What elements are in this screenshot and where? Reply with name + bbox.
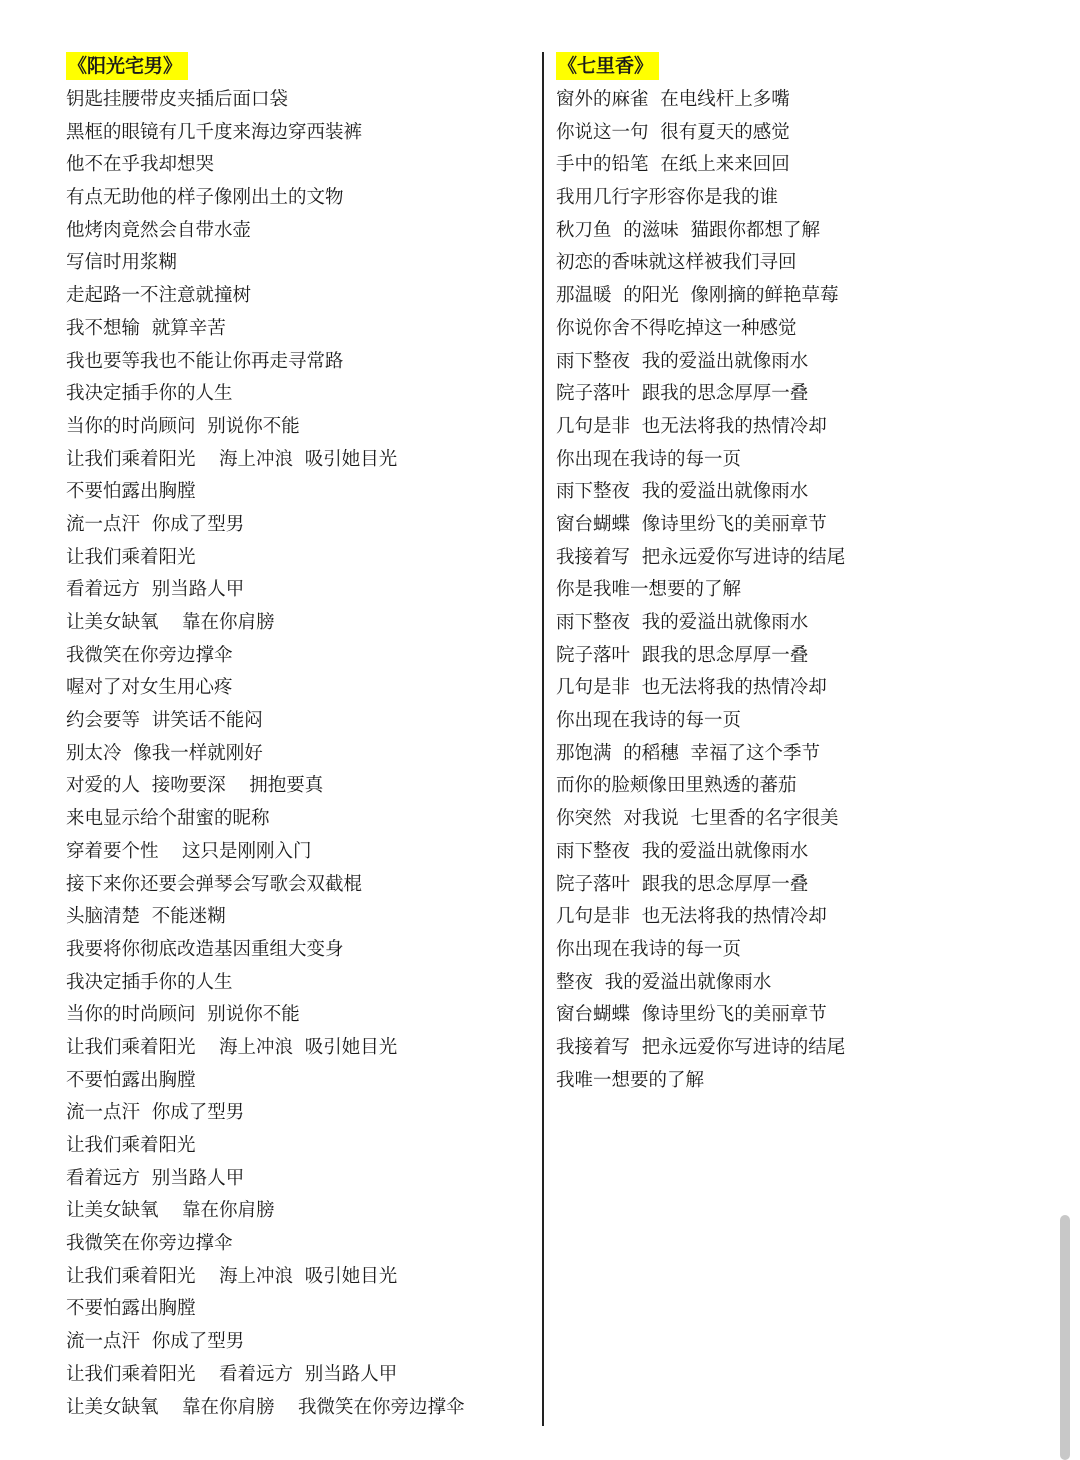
lyric-line: 你出现在我诗的每一页 [556, 710, 742, 732]
song-title-left: 《阳光宅男》 [66, 52, 188, 80]
lyric-line: 几句是非 也无法将我的热情冷却 [556, 906, 827, 928]
lyric-line: 整夜 我的爱溢出就像雨水 [556, 971, 772, 993]
lyric-line: 让我们乘着阳光 [66, 1135, 196, 1156]
lyric-line: 我微笑在你旁边撑伞 [66, 1233, 233, 1255]
lyric-line: 来电显示给个甜蜜的昵称 [66, 808, 270, 830]
lyric-line: 喔对了对女生用心疼 [66, 677, 233, 699]
lyric-line: 别太冷 像我一样就刚好 [66, 742, 263, 764]
lyric-line: 你出现在我诗的每一页 [556, 938, 742, 960]
lyric-line: 窗台蝴蝶 像诗里纷飞的美丽章节 [556, 1004, 827, 1026]
lyric-line: 窗台蝴蝶 像诗里纷飞的美丽章节 [556, 513, 827, 535]
lyric-line: 让我们乘着阳光 看着远方 别当路人甲 [66, 1363, 398, 1385]
scrollbar-thumb[interactable] [1060, 1215, 1070, 1460]
lyric-line: 院子落叶 跟我的思念厚厚一叠 [556, 873, 809, 895]
right-column [556, 52, 1036, 1097]
lyrics-list-left [66, 84, 526, 1424]
lyric-line: 雨下整夜 我的爱溢出就像雨水 [556, 612, 809, 633]
lyric-line: 我不想输 就算辛苦 [66, 317, 226, 339]
lyric-line: 几句是非 也无法将我的热情冷却 [556, 415, 827, 437]
lyric-line: 看着远方 别当路人甲 [66, 579, 245, 601]
lyric-line: 约会要等 讲笑话不能闷 [66, 710, 263, 732]
lyric-line: 走起路一不注意就撞树 [66, 285, 252, 307]
lyric-line: 院子落叶 跟我的思念厚厚一叠 [556, 644, 809, 666]
lyric-line: 那温暖 的阳光 像刚摘的鲜艳草莓 [556, 285, 839, 307]
lyric-line: 接下来你还要会弹琴会写歌会双截棍 [66, 873, 363, 895]
lyric-line: 你出现在我诗的每一页 [556, 448, 742, 470]
left-column [66, 52, 526, 1424]
lyric-line: 他烤肉竟然会自带水壶 [66, 219, 252, 241]
lyric-line: 我决定插手你的人生 [66, 383, 233, 405]
column-divider [542, 52, 544, 1426]
lyric-line: 你说你舍不得吃掉这一种感觉 [556, 317, 797, 339]
lyric-line: 流一点汗 你成了型男 [66, 513, 245, 535]
lyric-line: 雨下整夜 我的爱溢出就像雨水 [556, 840, 809, 862]
lyric-line: 我要将你彻底改造基因重组大变身 [66, 938, 344, 960]
lyric-line: 我接着写 把永远爱你写进诗的结尾 [556, 546, 846, 568]
lyric-line: 当你的时尚顾问 别说你不能 [66, 1004, 300, 1026]
lyric-line: 当你的时尚顾问 别说你不能 [66, 415, 300, 437]
lyric-line: 流一点汗 你成了型男 [66, 1331, 245, 1353]
lyric-line: 我也要等我也不能让你再走寻常路 [66, 350, 344, 372]
lyric-line: 秋刀鱼 的滋味 猫跟你都想了解 [556, 219, 821, 241]
lyric-line: 写信时用浆糊 [66, 252, 178, 274]
lyric-line: 我接着写 把永远爱你写进诗的结尾 [556, 1036, 846, 1058]
lyric-line: 而你的脸颊像田里熟透的蕃茄 [556, 775, 797, 797]
lyric-line: 流一点汗 你成了型男 [66, 1102, 245, 1124]
lyric-line: 对爱的人 接吻要深 拥抱要真 [66, 775, 324, 797]
lyric-line: 你说这一句 很有夏天的感觉 [556, 121, 790, 143]
lyric-line: 窗外的麻雀 在电线杆上多嘴 [556, 89, 790, 110]
lyric-line: 雨下整夜 我的爱溢出就像雨水 [556, 350, 809, 372]
lyric-line: 雨下整夜 我的爱溢出就像雨水 [556, 481, 809, 503]
lyric-line: 他不在乎我却想哭 [66, 154, 215, 176]
lyric-line: 让我们乘着阳光 海上冲浪 吸引她目光 [66, 1036, 398, 1058]
lyric-line: 穿着要个性 这只是刚刚入门 [66, 840, 312, 862]
lyric-line: 让美女缺氧 靠在你肩膀 [66, 612, 275, 633]
lyrics-list-right [556, 84, 1036, 1097]
lyric-line: 我唯一想要的了解 [556, 1069, 705, 1091]
lyric-line: 我用几行字形容你是我的谁 [556, 187, 779, 209]
lyric-line: 初恋的香味就这样被我们寻回 [556, 252, 797, 274]
lyric-line: 我决定插手你的人生 [66, 971, 233, 993]
lyric-line: 让我们乘着阳光 [66, 546, 196, 568]
lyric-line: 不要怕露出胸膛 [66, 481, 196, 503]
lyric-line: 让美女缺氧 靠在你肩膀 [66, 1200, 275, 1222]
lyric-line: 手中的铅笔 在纸上来来回回 [556, 154, 790, 176]
lyric-line: 钥匙挂腰带皮夹插后面口袋 [66, 89, 289, 110]
lyric-line: 头脑清楚 不能迷糊 [66, 906, 226, 928]
lyric-line: 几句是非 也无法将我的热情冷却 [556, 677, 827, 699]
lyric-line: 你是我唯一想要的了解 [556, 579, 742, 601]
song-title-right: 《七里香》 [556, 52, 659, 80]
lyric-line: 不要怕露出胸膛 [66, 1298, 196, 1320]
lyric-line: 黑框的眼镜有几千度来海边穿西装裤 [66, 121, 363, 143]
lyric-line: 让我们乘着阳光 海上冲浪 吸引她目光 [66, 448, 398, 470]
lyric-line: 让美女缺氧 靠在你肩膀 我微笑在你旁边撑伞 [66, 1396, 465, 1418]
lyric-line: 看着远方 别当路人甲 [66, 1167, 245, 1189]
lyric-line: 有点无助他的样子像刚出土的文物 [66, 187, 344, 209]
lyric-line: 不要怕露出胸膛 [66, 1069, 196, 1091]
lyric-line: 让我们乘着阳光 海上冲浪 吸引她目光 [66, 1265, 398, 1287]
lyric-line: 那饱满 的稻穗 幸福了这个季节 [556, 742, 821, 764]
lyric-line: 我微笑在你旁边撑伞 [66, 644, 233, 666]
lyric-line: 院子落叶 跟我的思念厚厚一叠 [556, 383, 809, 405]
lyric-line: 你突然 对我说 七里香的名字很美 [556, 808, 839, 830]
